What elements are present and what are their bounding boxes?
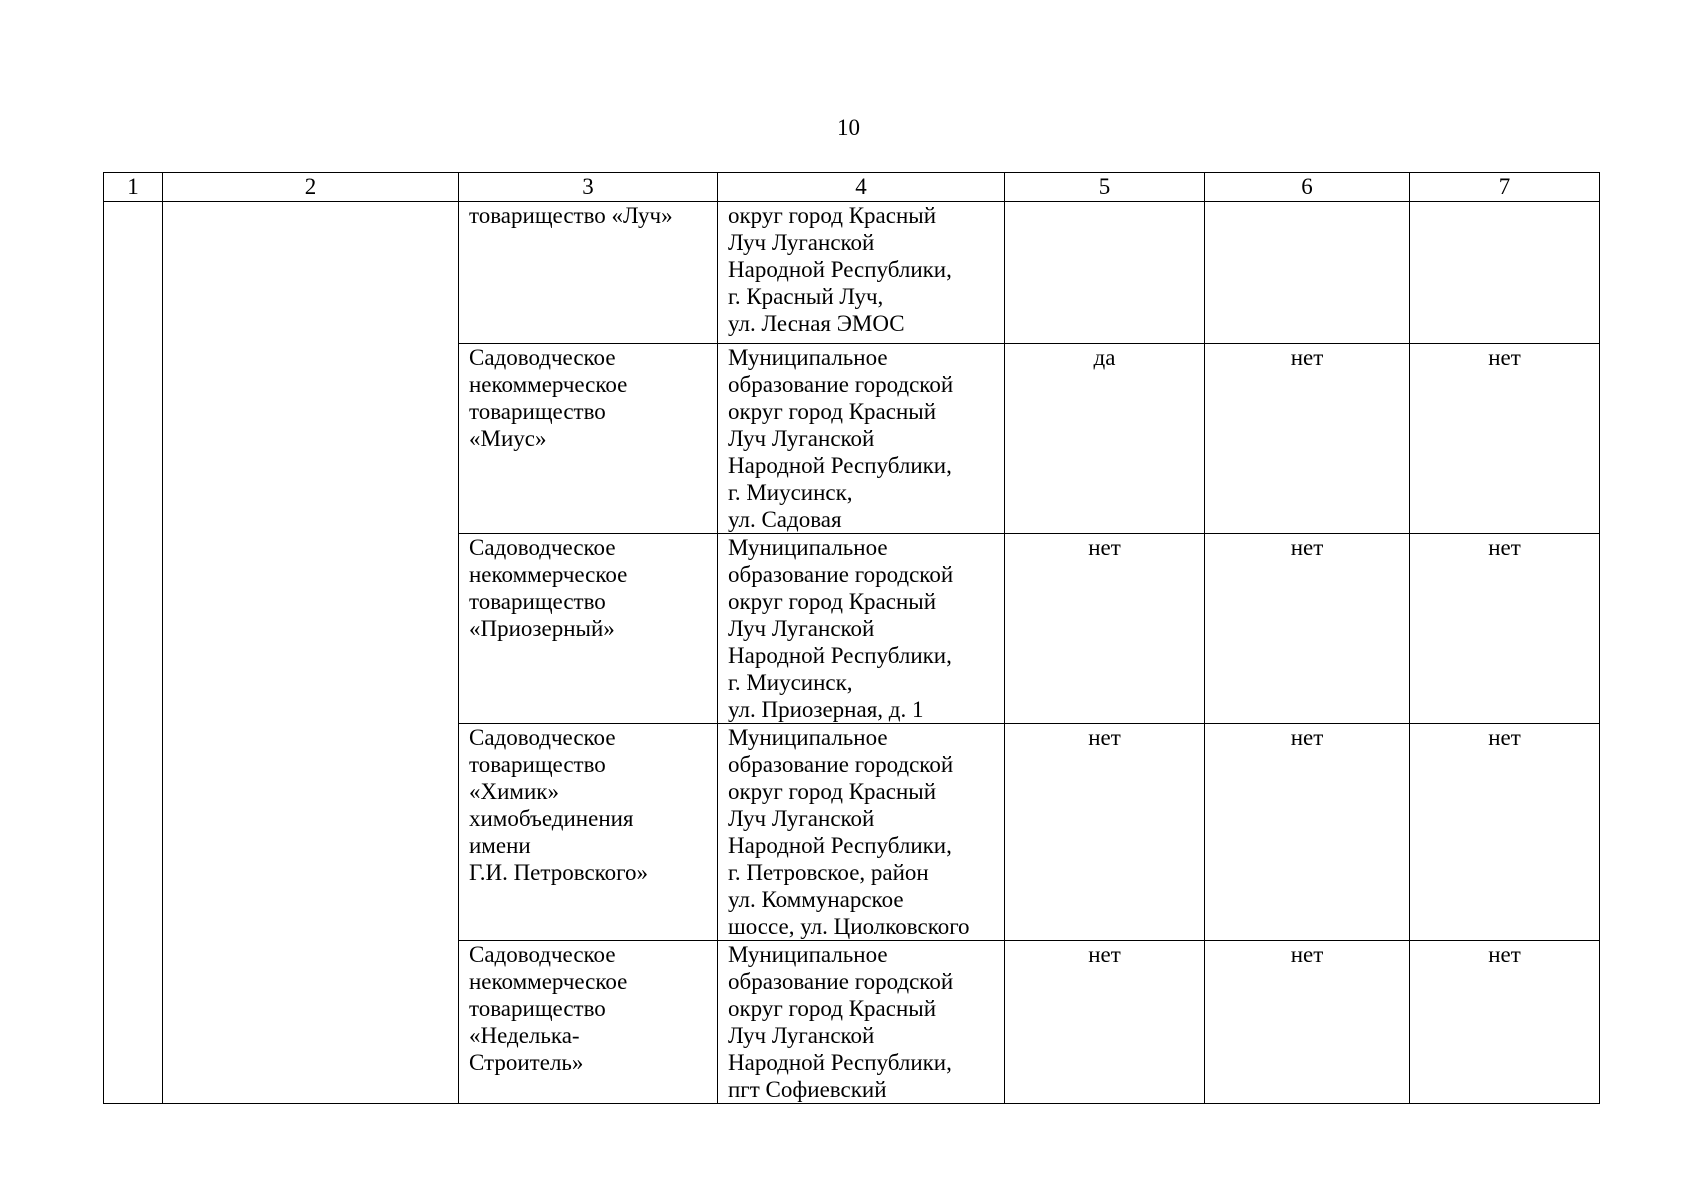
column-header-6: 6 [1205,173,1410,202]
organization-text: Садоводческое товарищество «Химик» химобъединения имени Г.И. Петровского» [469,725,649,885]
address-text: округ город Красный Луч Луганской Народной Республики, г. Красный Луч, ул. Лесная ЭМОС [728,203,952,336]
column-header-4: 4 [718,173,1005,202]
cell-col7 [1410,202,1600,344]
cell-col7: нет [1410,724,1600,941]
cell-col5: нет [1005,534,1205,724]
organization-text: товарищество «Луч» [469,203,673,228]
cell-organization [459,534,718,724]
cell-col7: нет [1410,534,1600,724]
cell-col6: нет [1205,344,1410,534]
table-row [104,202,1600,344]
column-header-5: 5 [1005,173,1205,202]
cell-organization [459,202,718,344]
page-number: 10 [837,115,860,140]
organization-text: Садоводческое некоммерческое товарищество «Приозерный» [469,535,628,641]
cell-col5: да [1005,344,1205,534]
cell-organization [459,344,718,534]
address-text: Муниципальное образование городской округ город Красный Луч Луганской Народной Республики, г. Миусинск, ул. Приозерная, д. 1 [728,535,954,722]
header-row [104,173,1600,202]
cell-address [718,724,1005,941]
cell-col5 [1005,202,1205,344]
cell-col5: нет [1005,941,1205,1104]
cell-col6: нет [1205,941,1410,1104]
cell-col7: нет [1410,941,1600,1104]
cell-address [718,344,1005,534]
cell-col6: нет [1205,724,1410,941]
cell-organization [459,724,718,941]
cell-col7: нет [1410,344,1600,534]
column-header-1: 1 [104,173,163,202]
cell-address [718,202,1005,344]
registry-table [103,172,1600,1104]
cell-address [718,941,1005,1104]
organization-text: Садоводческое некоммерческое товарищество «Неделька- Строитель» [469,942,628,1075]
cell-col5: нет [1005,724,1205,941]
organization-text: Садоводческое некоммерческое товарищество «Миус» [469,345,628,451]
cell-organization [459,941,718,1104]
cell-col1-merged [104,202,163,1104]
cell-col6: нет [1205,534,1410,724]
column-header-2: 2 [163,173,459,202]
cell-address [718,534,1005,724]
column-header-7: 7 [1410,173,1600,202]
address-text: Муниципальное образование городской округ город Красный Луч Луганской Народной Республики, г. Миусинск, ул. Садовая [728,345,954,532]
address-text: Муниципальное образование городской округ город Красный Луч Луганской Народной Республики, г. Петровское, район ул. Коммунарское шоссе, ул. Циолковского [728,725,970,939]
cell-col2-merged [163,202,459,1104]
address-text: Муниципальное образование городской округ город Красный Луч Луганской Народной Республики, пгт Софиевский [728,942,954,1102]
column-header-3: 3 [459,173,718,202]
cell-col6 [1205,202,1410,344]
